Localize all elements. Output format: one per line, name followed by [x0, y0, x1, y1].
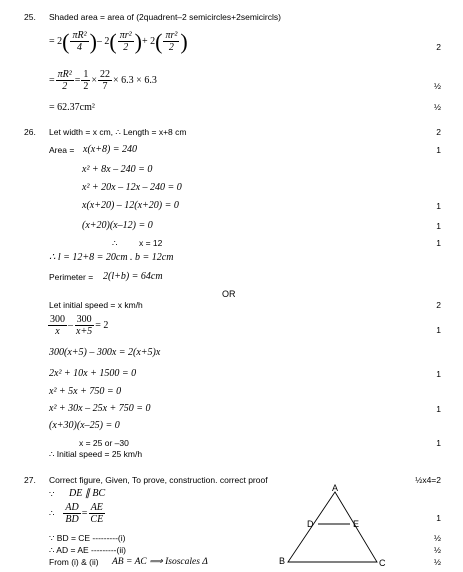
q26-eq5-mark: 1	[436, 238, 441, 248]
q26-eq4-mark: 1	[436, 221, 441, 231]
q27-from-mark: ½	[433, 557, 441, 567]
q25-statement: Shaded area = area of (2quadrent–2 semicircles+2semicircls)	[49, 12, 281, 22]
q26-line1: Let width = x cm, ∴ Length = x+8 cm	[49, 127, 187, 137]
triangle-figure	[275, 484, 395, 570]
q25-step2-frac1: $\frac{\text{πR²}}{2}$	[57, 69, 72, 92]
q25-step1-pre: = 2	[49, 36, 63, 47]
triangle-abc	[288, 492, 377, 562]
q26-eq5-therefore: ∴	[112, 238, 118, 248]
q26-number: 26.	[24, 127, 36, 137]
q26-area-expr: x(x+8) = 240	[83, 144, 138, 155]
q27-ratio	[49, 502, 106, 525]
q26-eqC: 2x² + 10x + 1500 = 0	[49, 368, 137, 379]
q25-step2-times: ×	[91, 75, 98, 86]
q26-line1-mark: 2	[436, 127, 441, 137]
q26-eqC-mark: 1	[436, 369, 441, 379]
q25-step1-mid2: + 2	[141, 36, 156, 47]
q26-area-mark: 1	[436, 145, 441, 155]
q26-or-separator: OR	[222, 289, 236, 299]
q25-step2	[49, 69, 157, 92]
q27-given-because: ∵	[49, 489, 55, 499]
q26-eqD: x² + 5x + 750 = 0	[49, 386, 122, 397]
q26-eq5: x = 12	[139, 238, 163, 248]
q25-step1-frac3: $\frac{\text{πr²}}{2}$	[165, 30, 178, 53]
q26-eq2: x² + 20x – 12x – 240 = 0	[82, 182, 182, 193]
q26-speed-line: Let initial speed = x km/h	[49, 300, 143, 310]
q26-eqG-mark: 1	[436, 438, 441, 448]
q26-eq3: x(x+20) – 12(x+20) = 0	[82, 200, 179, 211]
paren-open: (	[155, 28, 163, 54]
point-label-d: D	[307, 519, 314, 529]
q27-given: DE ∥ BC	[69, 488, 106, 499]
q26-speed-mark: 2	[436, 300, 441, 310]
q25-step1-frac2: $\frac{\text{πr²}}{2}$	[119, 30, 132, 53]
q25-step2-pre: =	[49, 75, 55, 86]
q25-step1-frac1: $\frac{\text{πR²}}{4}$	[72, 30, 87, 53]
paren-close: )	[180, 28, 188, 54]
q26-perimeter-label: Perimeter =	[49, 272, 94, 282]
q26-eq3-mark: 1	[436, 201, 441, 211]
point-label-e: E	[353, 519, 360, 529]
q26-eqA-minus: –	[68, 320, 73, 331]
q27-ratio-eq: =	[81, 508, 88, 519]
q26-eqA-frac1: $\frac{300}{x}$	[50, 314, 65, 337]
q26-eqA-frac2: $\frac{300}{x+5}$	[76, 314, 93, 337]
q25-step2-mark: ½	[433, 81, 441, 91]
q25-step2-tail: × 6.3 × 6.3	[113, 75, 157, 86]
q27-ad-mark: ½	[433, 545, 441, 555]
q26-eqB: 300(x+5) – 300x = 2(x+5)x	[49, 347, 161, 358]
paren-open: (	[62, 28, 70, 54]
q25-step3-mark: ½	[433, 102, 441, 112]
q27-from-expr: AB = AC ⟹ Isoscales Δ	[112, 557, 208, 567]
q26-eqH: ∴ Initial speed = 25 km/h	[49, 449, 143, 459]
q27-line1-mark: ½x4=2	[415, 475, 441, 485]
q25-step2-eq: =	[74, 75, 81, 86]
q27-from-text: From (i) & (ii)	[49, 557, 99, 567]
q27-ratio-therefore: ∴	[49, 508, 55, 518]
q25-step1-mark: 2	[436, 42, 441, 52]
paren-close: )	[134, 28, 142, 54]
q27-line1: Correct figure, Given, To prove, construction. correct proof	[49, 475, 268, 485]
q27-bd: ∵ BD = CE ---------(i)	[49, 533, 126, 543]
q26-eq4: (x+20)(x–12) = 0	[82, 220, 153, 231]
q27-ratio-frac1: $\frac{AD}{BD}$	[65, 502, 79, 525]
q25-step1-mid1: – 2	[96, 36, 110, 47]
q26-eqE: x² + 30x – 25x + 750 = 0	[49, 403, 151, 414]
paren-close: )	[89, 28, 97, 54]
q27-ratio-mark: 1	[436, 513, 441, 523]
q27-bd-mark: ½	[433, 533, 441, 543]
vertex-label-a: A	[332, 484, 339, 493]
q26-eqA-mark: 1	[436, 325, 441, 335]
q25-number: 25.	[24, 12, 36, 22]
q26-eqE-mark: 1	[436, 404, 441, 414]
q25-step2-frac3: $\frac{22}{7}$	[100, 69, 111, 92]
q27-ad: ∴ AD = AE ---------(ii)	[49, 545, 126, 555]
q26-eq1: x² + 8x – 240 = 0	[82, 164, 153, 175]
vertex-label-c: C	[379, 558, 386, 568]
q25-step1	[49, 30, 188, 53]
q27-number: 27.	[24, 475, 36, 485]
q26-area-label: Area =	[49, 145, 75, 155]
q25-step3: = 62.37cm²	[49, 102, 95, 113]
q26-eqF: (x+30)(x–25) = 0	[49, 420, 120, 431]
q26-eqA-tail: = 2	[95, 320, 109, 331]
q27-ratio-frac2: $\frac{AE}{CE}$	[90, 502, 104, 525]
vertex-label-b: B	[279, 556, 286, 566]
q25-step2-frac2: $\frac{1}{2}$	[83, 69, 89, 92]
q26-eqA	[47, 314, 108, 337]
q26-perimeter-expr: 2(l+b) = 64cm	[103, 271, 163, 282]
paren-open: (	[109, 28, 117, 54]
q26-eqG: x = 25 or –30	[79, 438, 129, 448]
q26-eq6: ∴ l = 12+8 = 20cm . b = 12cm	[49, 252, 174, 263]
